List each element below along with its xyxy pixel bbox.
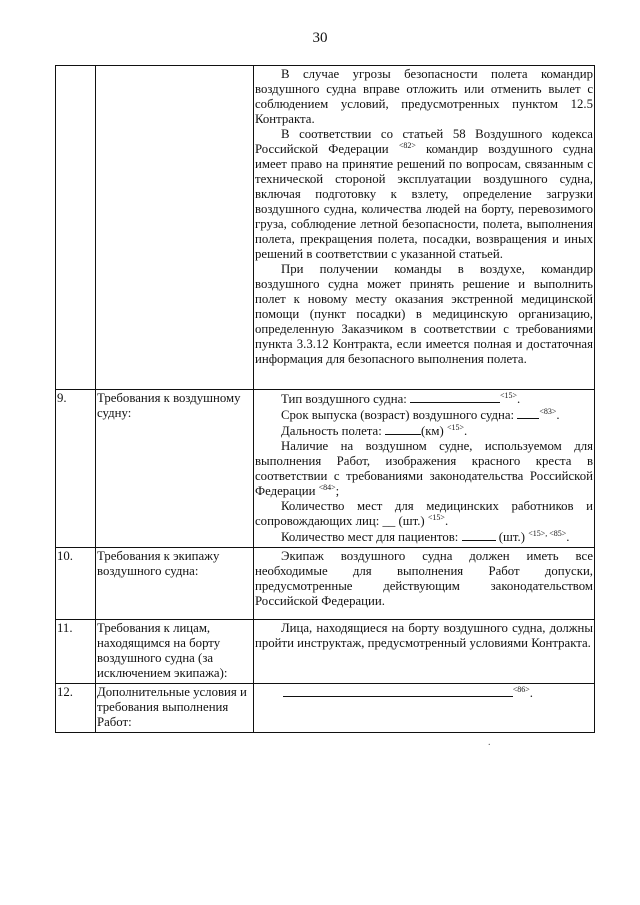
paragraph-air-code	[255, 127, 593, 262]
aircraft-type-label: Тип воздушного судна:	[281, 392, 407, 406]
row-label: Требования к воздушному судну:	[96, 390, 254, 548]
row-label: Требования к экипажу воздушного судна:	[96, 548, 254, 620]
aircraft-year-blank	[517, 407, 539, 419]
row-content-cell	[254, 66, 595, 390]
aircraft-type-blank	[410, 391, 500, 403]
footnote-ref-15: <15>	[500, 391, 518, 400]
row-number: 10.	[56, 548, 96, 620]
air-code-rest: командир воздушного судна имеет право на принятие решений по вопросам, связанным с технической стороной эксплуатации воздушного судна, включая подготовку к взлету, определение загрузки воздушного судна, количества людей на борту, перевозимого груза, соблюдение летной безопасности, полета, выполнения полета, прекращения полета, посадки, возвращения и иных решений в соответствии с указанной статьей.	[255, 142, 594, 261]
page-number: 30	[312, 30, 328, 46]
flight-range-label: Дальность полета:	[281, 424, 382, 438]
footnote-ref-82: <82>	[398, 141, 416, 150]
patient-seats-unit: (шт.)	[498, 530, 525, 544]
footnote-ref-86: <86>	[512, 685, 530, 694]
passenger-requirement-text: Лица, находящиеся на борту воздушного судна, должны пройти инструктаж, предусмотренный условиями Контракта.	[255, 621, 593, 650]
row-content	[254, 684, 595, 733]
footnote-ref-15c: <15>	[427, 513, 445, 522]
row-number-cell	[56, 66, 96, 390]
table-row-10	[56, 548, 595, 620]
additional-conditions-blank	[283, 685, 513, 697]
table-row-9	[56, 390, 595, 548]
patient-seats-blank	[462, 529, 496, 541]
row-label: Дополнительные условия и требования выполнения Работ:	[96, 684, 254, 733]
row-label-cell	[96, 66, 254, 390]
table-row-continued	[56, 66, 595, 390]
patient-seats-line: Количество мест для пациентов: (шт.) $^{<15>, <85>}$.	[281, 529, 570, 544]
staff-seats-text: Количество мест для медицинских работников и сопровождающих лиц: __ (шт.)	[255, 499, 593, 528]
red-cross-line: Наличие на воздушном судне, используемом для выполнения Работ, изображения красного креста в соответствии с требованиями законодательства Российской Федерации $^{<84>}$;	[255, 439, 593, 498]
aircraft-type-line: Тип воздушного судна: $^{<15>}$.	[281, 391, 521, 406]
row-number: 12.	[56, 684, 96, 733]
paragraph-flight-threat: В случае угрозы безопасности полета командир воздушного судна вправе отложить или отменить вылет с соблюдением условий, предусмотренных пунктом 12.5 Контракта.	[255, 67, 593, 126]
row-content	[254, 548, 595, 620]
table-row-11	[56, 620, 595, 684]
aircraft-year-line: Срок выпуска (возраст) воздушного судна: $^{<83>}$.	[281, 407, 560, 422]
scan-dot: .	[488, 737, 491, 748]
row-number: 11.	[56, 620, 96, 684]
crew-requirement-text: Экипаж воздушного судна должен иметь все необходимые для выполнения Работ допуски, предусмотренные действующим законодательством Российской Федерации.	[255, 549, 593, 608]
flight-range-unit: (км)	[420, 424, 444, 438]
additional-conditions-line: $^{<86>}$.	[255, 685, 593, 701]
row-number: 9.	[56, 390, 96, 548]
footnote-ref-83: <83>	[539, 407, 557, 416]
paragraph-in-air-command: При получении команды в воздухе, командир воздушного судна может принять решение и выполнить полет к новому месту оказания экстренной медицинской помощи (пункт посадки) в медицинскую организацию, определенную Заказчиком в соответствии с требованиями пункта 3.3.12 Контракта, если имеется полная и достаточная информация для безопасного выполнения полета.	[255, 262, 593, 366]
row-content	[254, 620, 595, 684]
requirements-table	[55, 65, 595, 733]
staff-seats-line: Количество мест для медицинских работников и сопровождающих лиц: __ (шт.) $^{<15>}$.	[255, 499, 593, 528]
red-cross-text: Наличие на воздушном судне, используемом для выполнения Работ, изображения красного креста в соответствии с требованиями законодательства Российской Федерации	[255, 439, 593, 498]
footnote-ref-15-85: <15>, <85>	[528, 529, 567, 538]
flight-range-line: Дальность полета: (км) $^{<15>}$.	[281, 423, 468, 438]
patient-seats-label: Количество мест для пациентов:	[281, 530, 459, 544]
table-row-12	[56, 684, 595, 733]
footnote-ref-15b: <15>	[447, 423, 465, 432]
flight-range-blank	[385, 423, 421, 435]
row-label: Требования к лицам, находящимся на борту воздушного судна (за исключением экипажа):	[96, 620, 254, 684]
aircraft-year-label: Срок выпуска (возраст) воздушного судна:	[281, 408, 515, 422]
footnote-ref-84: <84>	[318, 483, 336, 492]
row-content	[254, 390, 595, 548]
air-code-lead: В соответствии со статьей 58 Воздушного кодекса Российской Федерации	[255, 127, 593, 156]
